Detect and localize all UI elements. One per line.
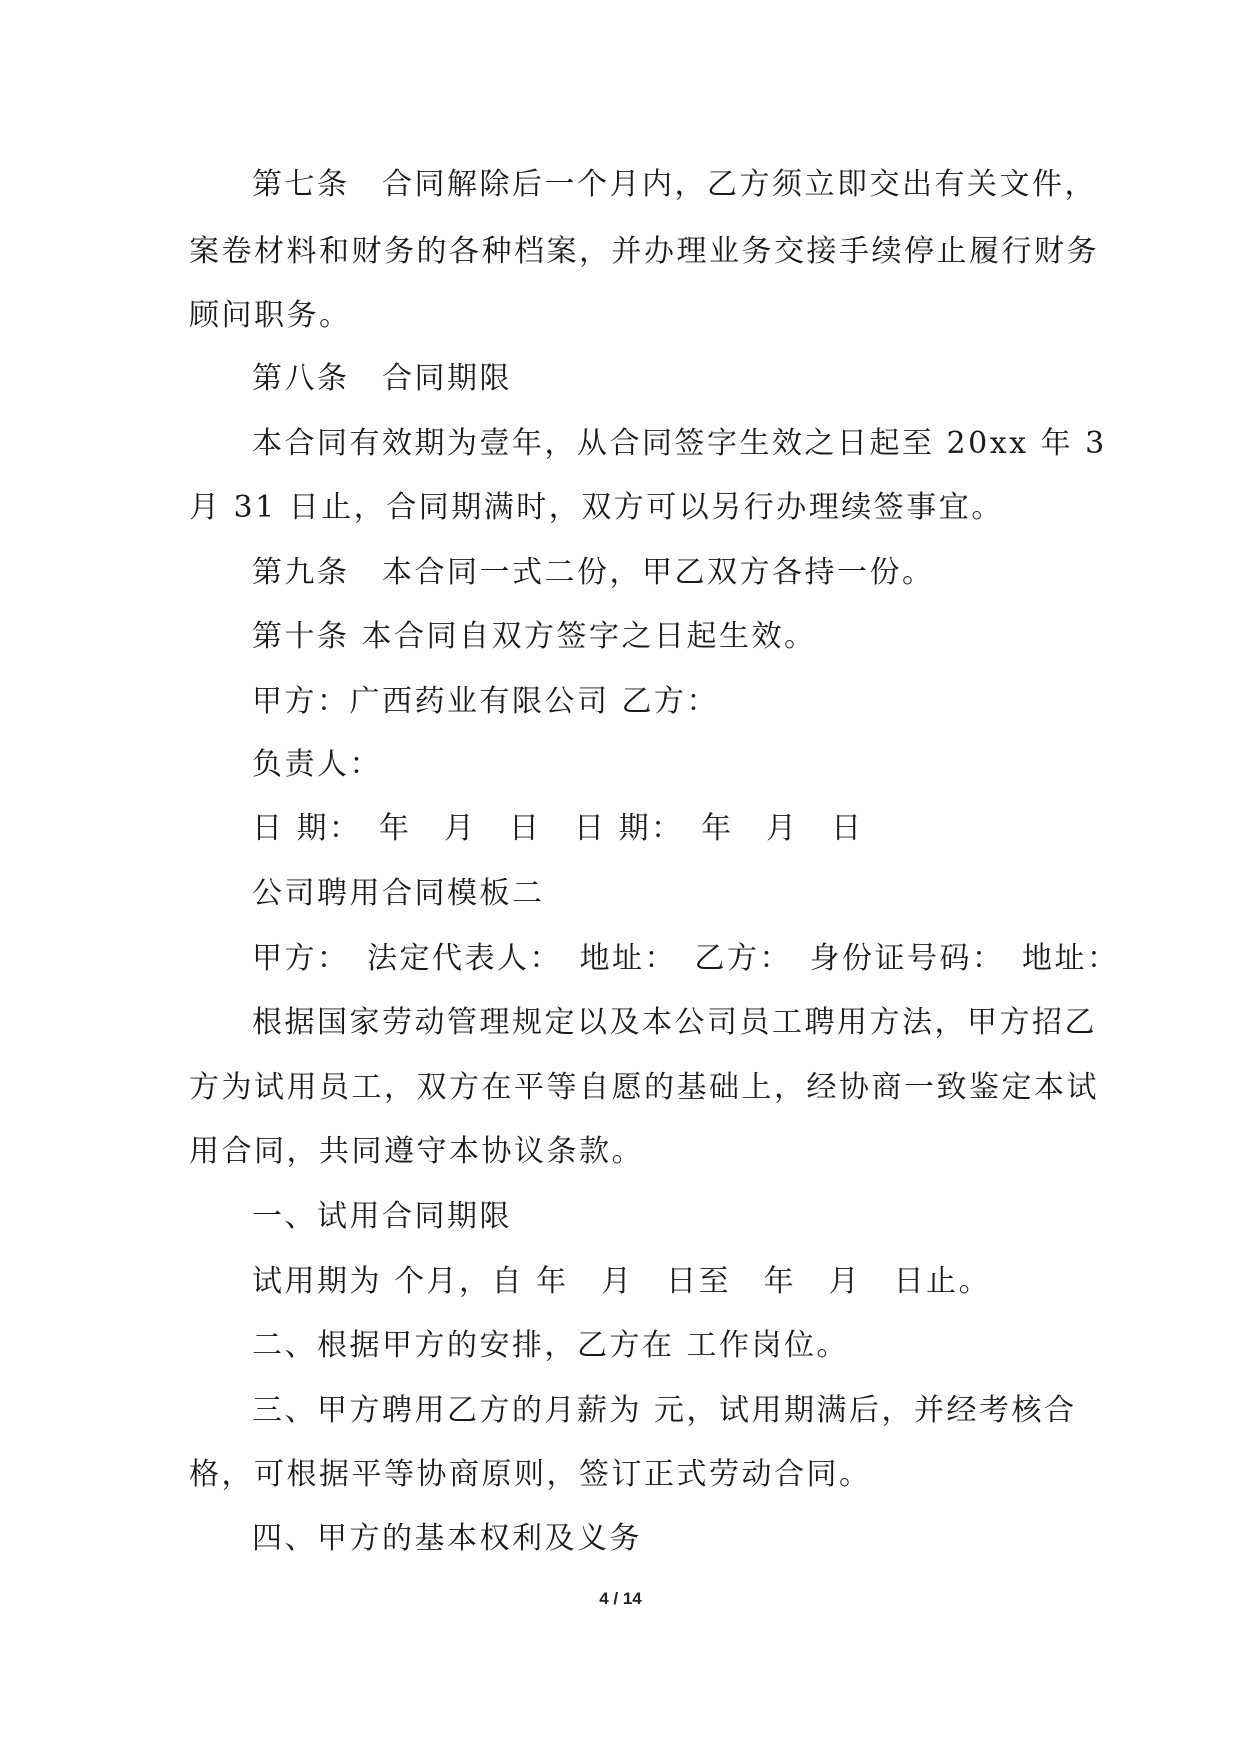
paragraph-line: 第十条 本合同自双方签字之日起生效。 [252,619,817,654]
section-heading: 四、甲方的基本权利及义务 [252,1521,642,1556]
paragraph-line: 二、根据甲方的安排，乙方在 工作岗位。 [252,1328,850,1363]
paragraph-line: 案卷材料和财务的各种档案，并办理业务交接手续停止履行财务 [189,234,1099,269]
signature-line: 甲方：广西药业有限公司 乙方： [252,684,720,719]
paragraph-line: 根据国家劳动管理规定以及本公司员工聘用方法，甲方招乙 [252,1005,1097,1040]
paragraph-line: 顾问职务。 [189,298,352,333]
document-title: 公司聘用合同模板二 [252,876,545,911]
page-number: 4 / 14 [599,1589,642,1608]
paragraph-line: 用合同，共同遵守本协议条款。 [189,1134,644,1169]
paragraph-line: 三、甲方聘用乙方的月薪为 元，试用期满后，并经考核合 [252,1393,1077,1428]
section-heading: 第八条 合同期限 [252,361,512,396]
paragraph-line: 格，可根据平等协商原则，签订正式劳动合同。 [189,1457,872,1492]
paragraph-line: 试用期为 个月，自 年 月 日至 年 月 日止。 [252,1264,992,1299]
paragraph-line: 方为试用员工，双方在平等自愿的基础上，经协商一致鉴定本试 [189,1070,1099,1105]
paragraph-line: 第九条 本合同一式二份，甲乙双方各持一份。 [252,555,935,590]
signature-line: 负责人： [252,747,382,782]
paragraph-line: 月 31 日止，合同期满时，双方可以另行办理续签事宜。 [189,490,1004,525]
paragraph-line: 本合同有效期为壹年，从合同签字生效之日起至 20xx 年 3 [252,426,1107,461]
date-line: 日 期： 年 月 日 日 期： 年 月 日 [252,811,864,846]
paragraph-line: 第七条 合同解除后一个月内，乙方须立即交出有关文件， [252,167,1097,202]
section-heading: 一、试用合同期限 [252,1199,512,1234]
party-info-line: 甲方： 法定代表人： 地址： 乙方： 身份证号码： 地址： [252,941,1120,976]
